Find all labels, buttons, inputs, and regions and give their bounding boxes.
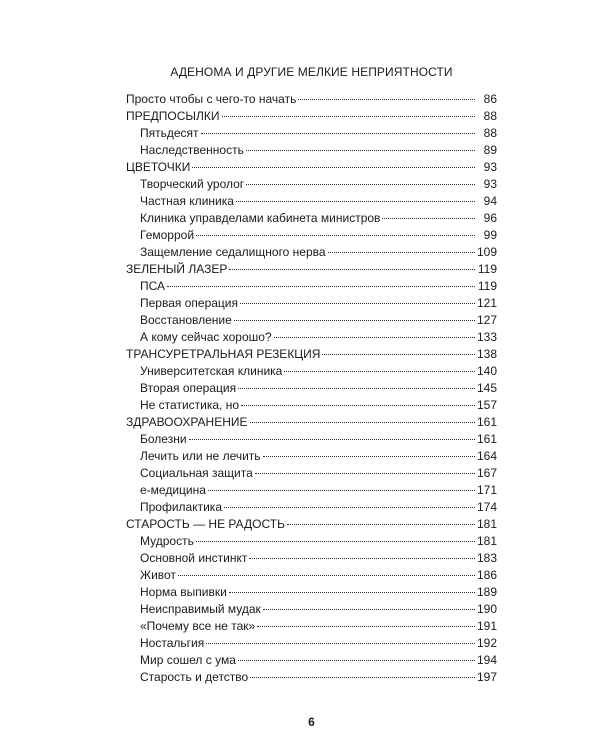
dot-leader	[263, 609, 475, 610]
page-number: 6	[308, 715, 315, 729]
toc-entry-title: Первая операция	[140, 296, 238, 310]
toc-subentry	[126, 669, 497, 686]
dot-leader	[238, 660, 475, 661]
toc-subentry	[126, 380, 497, 397]
toc-chapter	[126, 91, 497, 108]
toc-entry-page: 119	[477, 262, 497, 276]
toc-subentry	[126, 278, 497, 295]
toc-entry-title: Старость и детство	[140, 670, 249, 684]
dot-leader	[255, 473, 475, 474]
toc-entry-page: 191	[476, 619, 497, 633]
toc-chapter	[126, 108, 497, 125]
toc-chapter	[126, 159, 497, 176]
toc-entry-page: 99	[483, 228, 497, 242]
toc-entry-title: Университетская клиника	[140, 364, 283, 378]
toc-entry-title: Творческий уролог	[140, 177, 245, 191]
toc-entry-page: 161	[476, 432, 497, 446]
toc-entry-title: Основной инстинкт	[140, 551, 248, 565]
toc-subentry	[126, 125, 497, 142]
toc-subentry	[126, 329, 497, 346]
toc-entry-title: ПСА	[140, 279, 166, 293]
toc-chapter	[126, 414, 497, 431]
toc-entry-page: 157	[476, 398, 497, 412]
toc-entry-page: 171	[476, 483, 497, 497]
dot-leader	[238, 388, 475, 389]
dot-leader	[229, 269, 475, 270]
toc-entry-page: 164	[476, 449, 497, 463]
toc-entry-page: 121	[476, 296, 497, 310]
toc-entry-page: 119	[477, 279, 497, 293]
dot-leader	[284, 371, 475, 372]
dot-leader	[236, 201, 475, 202]
dot-leader	[241, 405, 475, 406]
toc-entry-title: Мир сошел с ума	[140, 653, 236, 667]
toc-entry-title: е-медицина	[140, 483, 206, 497]
toc-entry-page: 94	[483, 194, 497, 208]
dot-leader	[287, 524, 475, 525]
toc-entry-page: 89	[483, 143, 497, 157]
toc-entry-page: 86	[483, 92, 497, 106]
toc-entry-page: 194	[476, 653, 497, 667]
toc-entry-page: 93	[483, 177, 497, 191]
toc-subentry	[126, 652, 497, 669]
toc-entry-title: «Почему все не так»	[140, 619, 256, 633]
dot-leader	[178, 575, 475, 576]
dot-leader	[250, 677, 475, 678]
toc-entry-title: Частная клиника	[140, 194, 234, 208]
toc-subentry	[126, 601, 497, 618]
table-of-contents	[126, 91, 497, 686]
toc-entry-page: 186	[476, 568, 497, 582]
toc-entry-page: 109	[476, 245, 497, 259]
toc-entry-title: Пятьдесят	[140, 126, 199, 140]
toc-entry-title: СТАРОСТЬ — НЕ РАДОСТЬ	[126, 517, 285, 531]
toc-subentry	[126, 431, 497, 448]
toc-entry-title: ЗДРАВООХРАНЕНИЕ	[126, 415, 248, 429]
dot-leader	[274, 337, 475, 338]
toc-entry-title: ПРЕДПОСЫЛКИ	[126, 109, 220, 123]
dot-leader	[250, 422, 475, 423]
dot-leader	[298, 99, 475, 100]
toc-subentry	[126, 448, 497, 465]
toc-entry-title: Геморрой	[140, 228, 195, 242]
dot-leader	[322, 354, 474, 355]
toc-entry-title: Социальная защита	[140, 466, 253, 480]
dot-leader	[240, 303, 475, 304]
toc-entry-title: Лечить или не лечить	[140, 449, 261, 463]
dot-leader	[246, 184, 475, 185]
toc-subentry	[126, 363, 497, 380]
toc-entry-page: 190	[476, 602, 497, 616]
toc-entry-title: Защемление седалищного нерва	[140, 245, 326, 259]
dot-leader	[192, 167, 475, 168]
dot-leader	[382, 218, 475, 219]
toc-entry-title: Живот	[140, 568, 176, 582]
dot-leader	[246, 150, 475, 151]
toc-subentry	[126, 635, 497, 652]
toc-subentry	[126, 499, 497, 516]
dot-leader	[196, 541, 475, 542]
toc-entry-page: 96	[483, 211, 497, 225]
toc-chapter	[126, 516, 497, 533]
toc-subentry	[126, 465, 497, 482]
dot-leader	[167, 286, 475, 287]
toc-entry-page: 88	[483, 126, 497, 140]
toc-chapter	[126, 261, 497, 278]
toc-chapter	[126, 346, 497, 363]
toc-entry-page: 183	[476, 551, 497, 565]
dot-leader	[222, 116, 476, 117]
toc-entry-title: Вторая операция	[140, 381, 237, 395]
toc-entry-page: 181	[476, 534, 497, 548]
dot-leader	[196, 235, 475, 236]
dot-leader	[224, 507, 475, 508]
toc-entry-page: 192	[476, 636, 497, 650]
toc-entry-title: Клиника управделами кабинета министров	[140, 211, 381, 225]
toc-subentry	[126, 584, 497, 601]
toc-entry-title: Мудрость	[140, 534, 194, 548]
toc-entry-page: 88	[483, 109, 497, 123]
toc-entry-page: 133	[476, 330, 497, 344]
toc-subentry	[126, 618, 497, 635]
running-head-title: АДЕНОМА И ДРУГИЕ МЕЛКИЕ НЕПРИЯТНОСТИ	[170, 65, 453, 79]
toc-entry-title: Неисправимый мудак	[140, 602, 261, 616]
toc-entry-page: 145	[476, 381, 497, 395]
toc-entry-title: Норма выпивки	[140, 585, 227, 599]
toc-entry-page: 127	[476, 313, 497, 327]
toc-entry-title: Болезни	[140, 432, 187, 446]
toc-subentry	[126, 550, 497, 567]
dot-leader	[206, 643, 475, 644]
toc-entry-page: 93	[483, 160, 497, 174]
toc-subentry	[126, 295, 497, 312]
toc-entry-title: Наследственность	[140, 143, 244, 157]
toc-entry-title: ЦВЕТОЧКИ	[126, 160, 191, 174]
toc-entry-page: 140	[476, 364, 497, 378]
toc-entry-page: 167	[476, 466, 497, 480]
toc-subentry	[126, 193, 497, 210]
toc-entry-title: Ностальгия	[140, 636, 205, 650]
toc-subentry	[126, 397, 497, 414]
toc-entry-title: ЗЕЛЕНЫЙ ЛАЗЕР	[126, 262, 228, 276]
dot-leader	[189, 439, 475, 440]
dot-leader	[234, 320, 475, 321]
dot-leader	[263, 456, 475, 457]
toc-entry-page: 197	[476, 670, 497, 684]
toc-subentry	[126, 312, 497, 329]
toc-subentry	[126, 142, 497, 159]
toc-subentry	[126, 210, 497, 227]
toc-entry-page: 181	[476, 517, 497, 531]
toc-entry-title: ТРАНСУРЕТРАЛЬНАЯ РЕЗЕКЦИЯ	[126, 347, 321, 361]
toc-subentry	[126, 227, 497, 244]
toc-entry-title: Профилактика	[140, 500, 222, 514]
toc-entry-page: 161	[476, 415, 497, 429]
dot-leader	[229, 592, 475, 593]
toc-entry-title: Просто чтобы с чего-то начать	[126, 92, 297, 106]
dot-leader	[257, 626, 475, 627]
toc-entry-page: 174	[476, 500, 497, 514]
dot-leader	[328, 252, 475, 253]
toc-entry-title: Не статистика, но	[140, 398, 239, 412]
toc-entry-title: А кому сейчас хорошо?	[140, 330, 272, 344]
toc-subentry	[126, 176, 497, 193]
toc-subentry	[126, 533, 497, 550]
dot-leader	[208, 490, 475, 491]
toc-entry-page: 138	[476, 347, 497, 361]
toc-entry-page: 189	[476, 585, 497, 599]
toc-entry-title: Восстановление	[140, 313, 232, 327]
toc-subentry	[126, 482, 497, 499]
dot-leader	[201, 133, 475, 134]
toc-subentry	[126, 567, 497, 584]
dot-leader	[249, 558, 475, 559]
toc-subentry	[126, 244, 497, 261]
